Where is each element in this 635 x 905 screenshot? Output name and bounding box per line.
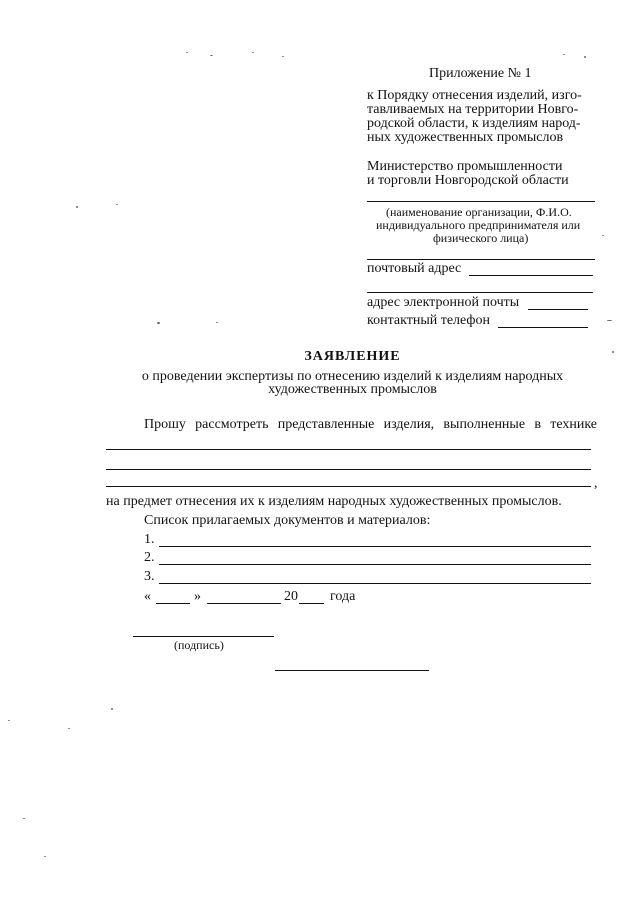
addressee-line-2: и торговли Новгородской области — [367, 173, 569, 188]
scan-speck — [216, 322, 218, 323]
appendix-reference-line-4: ных художественных промыслов — [367, 130, 564, 145]
sender-name-line[interactable] — [367, 201, 595, 202]
email-field[interactable] — [528, 309, 588, 310]
scan-speck — [584, 56, 586, 58]
technique-line-2[interactable] — [106, 469, 591, 470]
date-year-word: года — [330, 589, 356, 604]
request-text: Прошу рассмотреть представленные изделия, выполненные в технике — [144, 417, 597, 432]
attachment-number-2: 2. — [144, 550, 155, 565]
postal-address-label: почтовый адрес — [367, 261, 462, 276]
scan-speck — [252, 52, 254, 53]
scan-speck — [186, 52, 188, 53]
document-title: ЗАЯВЛЕНИЕ — [304, 349, 401, 364]
scan-speck — [210, 55, 213, 56]
document-subtitle-line-1: о проведении экспертизы по отнесению изделий к изделиям народных — [141, 369, 564, 384]
scan-speck — [612, 351, 614, 353]
scan-speck — [282, 56, 284, 57]
attachment-number-3: 3. — [144, 569, 155, 584]
scan-speck — [44, 856, 46, 857]
date-open-quote: « — [144, 589, 151, 604]
signature-label: (подпись) — [174, 638, 224, 652]
email-label: адрес электронной почты — [367, 295, 520, 310]
phone-label: контактный телефон — [367, 313, 490, 328]
document-subtitle-line-2: художественных промыслов — [268, 382, 437, 397]
phone-field[interactable] — [498, 327, 588, 328]
purpose-text: на предмет отнесения их к изделиям народных художественных промыслов. — [106, 494, 562, 509]
sender-hint-line-3: физического лица) — [433, 231, 529, 245]
signature-field[interactable] — [133, 636, 274, 637]
scan-speck — [23, 818, 25, 819]
sender-extra-line[interactable] — [367, 259, 595, 260]
attachment-field-1[interactable] — [159, 546, 591, 547]
appendix-reference-line-1: к Порядку отнесения изделий, изго- — [367, 88, 582, 103]
addressee-line-1: Министерство промышленности — [367, 159, 563, 174]
date-day-field[interactable] — [156, 603, 190, 604]
technique-line-1[interactable] — [106, 449, 591, 450]
scan-speck — [607, 320, 612, 321]
attachment-field-2[interactable] — [159, 564, 591, 565]
scan-speck — [563, 54, 565, 55]
postal-address-line-2[interactable] — [367, 292, 593, 293]
scan-speck — [602, 235, 604, 236]
scan-speck — [111, 708, 113, 710]
appendix-reference-line-2: тавливаемых на территории Новго- — [367, 102, 579, 117]
appendix-number: Приложение № 1 — [429, 66, 532, 81]
signature-transcript-field[interactable] — [275, 670, 429, 671]
sender-hint-line-1: (наименование организации, Ф.И.О. — [386, 205, 572, 219]
scan-speck — [8, 720, 10, 721]
scan-speck — [116, 204, 118, 205]
sender-hint-line-2: индивидуального предпринимателя или — [376, 218, 581, 232]
date-close-quote: » — [194, 589, 201, 604]
attachment-number-1: 1. — [144, 532, 155, 547]
date-year-field[interactable] — [299, 603, 324, 604]
date-month-field[interactable] — [207, 603, 281, 604]
date-century: 20 — [284, 589, 298, 604]
technique-comma: , — [594, 476, 598, 491]
technique-line-3[interactable] — [106, 486, 591, 487]
scan-speck — [157, 322, 160, 324]
postal-address-field[interactable] — [469, 275, 593, 276]
scan-speck — [68, 728, 70, 729]
scan-speck — [76, 206, 78, 208]
appendix-reference-line-3: родской области, к изделиям народ- — [367, 116, 581, 131]
attachments-intro: Список прилагаемых документов и материалов: — [144, 513, 431, 528]
attachment-field-3[interactable] — [159, 583, 591, 584]
